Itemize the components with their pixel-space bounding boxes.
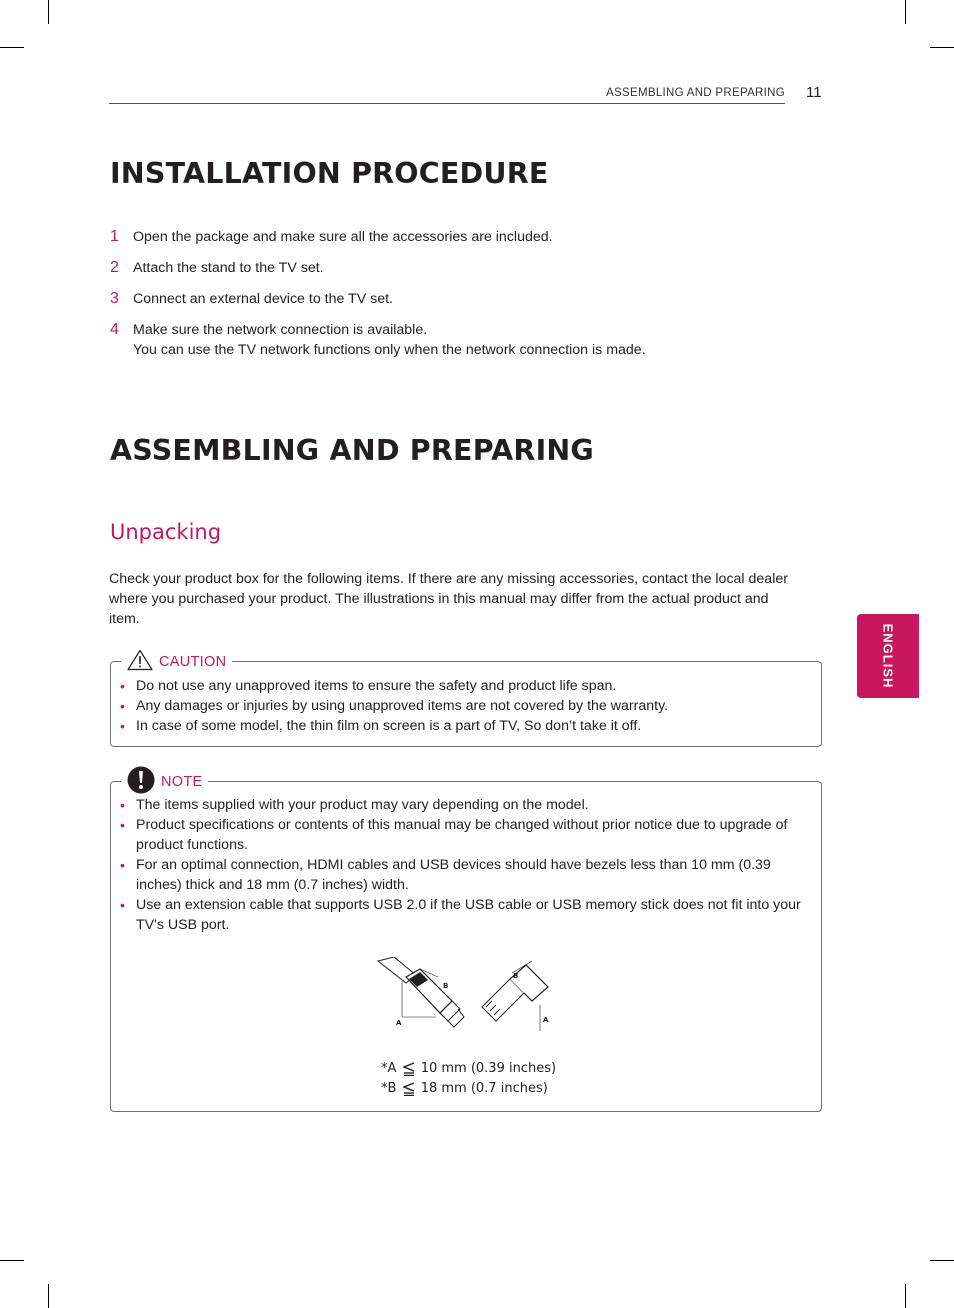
- dimension-label-a: A: [396, 1019, 402, 1027]
- installation-title: INSTALLATION PROCEDURE: [110, 157, 549, 190]
- header-rule: [109, 103, 785, 104]
- less-equal-icon: [403, 1082, 415, 1096]
- running-header: ASSEMBLING AND PREPARING: [606, 87, 785, 99]
- language-tab-label: ENGLISH: [880, 623, 896, 689]
- step-item: [110, 320, 810, 360]
- list-item: • Use an extension cable that supports USB 2.0 if the USB cable or USB memory stick does not fit into your TV's USB port.: [120, 897, 801, 933]
- list-item: • In case of some model, the thin film on screen is a part of TV, So don’t take it off.: [120, 718, 642, 734]
- less-equal-icon: [403, 1062, 415, 1076]
- page-number: 11: [806, 84, 822, 101]
- step-text: Open the package and make sure all the accessories are included.: [133, 229, 553, 245]
- step-text: Attach the stand to the TV set.: [133, 260, 324, 276]
- list-item: • Do not use any unapproved items to ensure the safety and product life span.: [120, 678, 617, 694]
- crop-mark: [48, 0, 49, 24]
- step-text: Make sure the network connection is available.: [133, 322, 428, 338]
- dimension-b-value: 18 mm (0.7 inches): [420, 1081, 548, 1096]
- installation-steps: [110, 227, 810, 371]
- step-item: [110, 227, 810, 247]
- crop-mark: [0, 47, 24, 48]
- crop-mark: [930, 47, 954, 48]
- crop-mark: [905, 0, 906, 24]
- dimension-label-b: B: [443, 982, 449, 990]
- step-item: [110, 289, 810, 309]
- note-list: [120, 795, 810, 935]
- crop-mark: [905, 1284, 906, 1308]
- step-text: Connect an external device to the TV set.: [133, 291, 393, 307]
- dimension-a: [381, 1059, 561, 1079]
- dimension-a-value: 10 mm (0.39 inches): [420, 1061, 557, 1076]
- note-box: [110, 774, 822, 1112]
- dimension-label-b: B: [513, 972, 519, 980]
- dimension-label-a: A: [543, 1016, 549, 1024]
- unpacking-intro: Check your product box for the following items. If there are any missing accessories, contact the local dealer where you purchased your product. The illustrations in this manual may differ from the actual product and item.: [109, 571, 788, 627]
- list-item: • Any damages or injuries by using unapproved items are not covered by the warranty.: [120, 698, 669, 714]
- step-number: 2: [110, 259, 119, 276]
- step-number: 1: [110, 228, 119, 245]
- note-item-text: Product specifications or contents of this manual may be changed without prior notice due to upgrade of product functions.: [136, 817, 788, 853]
- list-item: • The items supplied with your product may vary depending on the model.: [120, 797, 589, 813]
- warning-triangle-icon: [127, 649, 153, 676]
- dimension-b: [381, 1079, 561, 1099]
- step-item: [110, 258, 810, 278]
- caution-item-text: Any damages or injuries by using unapproved items are not covered by the warranty.: [136, 698, 669, 714]
- dimension-b-prefix: *B: [381, 1081, 397, 1096]
- exclamation-circle-icon: [127, 766, 155, 799]
- note-label: NOTE: [161, 774, 203, 790]
- crop-mark: [48, 1284, 49, 1308]
- dimension-a-prefix: *A: [381, 1061, 397, 1076]
- step-number: 4: [110, 321, 119, 338]
- caution-box: [110, 654, 822, 747]
- caution-label: CAUTION: [159, 654, 227, 670]
- note-item-text: Use an extension cable that supports USB 2.0 if the USB cable or USB memory stick does not fit into your TV's USB port.: [136, 897, 801, 933]
- caution-legend: [121, 650, 232, 674]
- unpacking-subtitle: Unpacking: [110, 520, 222, 544]
- caution-item-text: Do not use any unapproved items to ensure the safety and product life span.: [136, 678, 617, 694]
- list-item: • Product specifications or contents of this manual may be changed without prior notice due to upgrade of product functions.: [120, 817, 788, 853]
- note-legend: [121, 770, 208, 794]
- note-item-text: For an optimal connection, HDMI cables and USB devices should have bezels less than 10 mm (0.39 inches) thick and 18 mm (0.7 inches) width.: [136, 857, 771, 893]
- crop-mark: [0, 1260, 24, 1261]
- step-number: 3: [110, 290, 119, 307]
- note-item-text: The items supplied with your product may vary depending on the model.: [136, 797, 589, 813]
- assembling-title: ASSEMBLING AND PREPARING: [110, 434, 595, 467]
- list-item: • For an optimal connection, HDMI cables and USB devices should have bezels less than 10 mm (0.39 inches) thick and 18 mm (0.7 inches) width.: [120, 857, 771, 893]
- caution-list: [120, 676, 810, 736]
- connector-illustration: [376, 957, 556, 1047]
- caution-item-text: In case of some model, the thin film on screen is a part of TV, So don’t take it off.: [136, 718, 642, 734]
- dimension-notes: [381, 1059, 561, 1099]
- language-tab: [857, 614, 919, 698]
- step-text-continued: You can use the TV network functions only when the network connection is made.: [133, 342, 646, 358]
- crop-mark: [930, 1260, 954, 1261]
